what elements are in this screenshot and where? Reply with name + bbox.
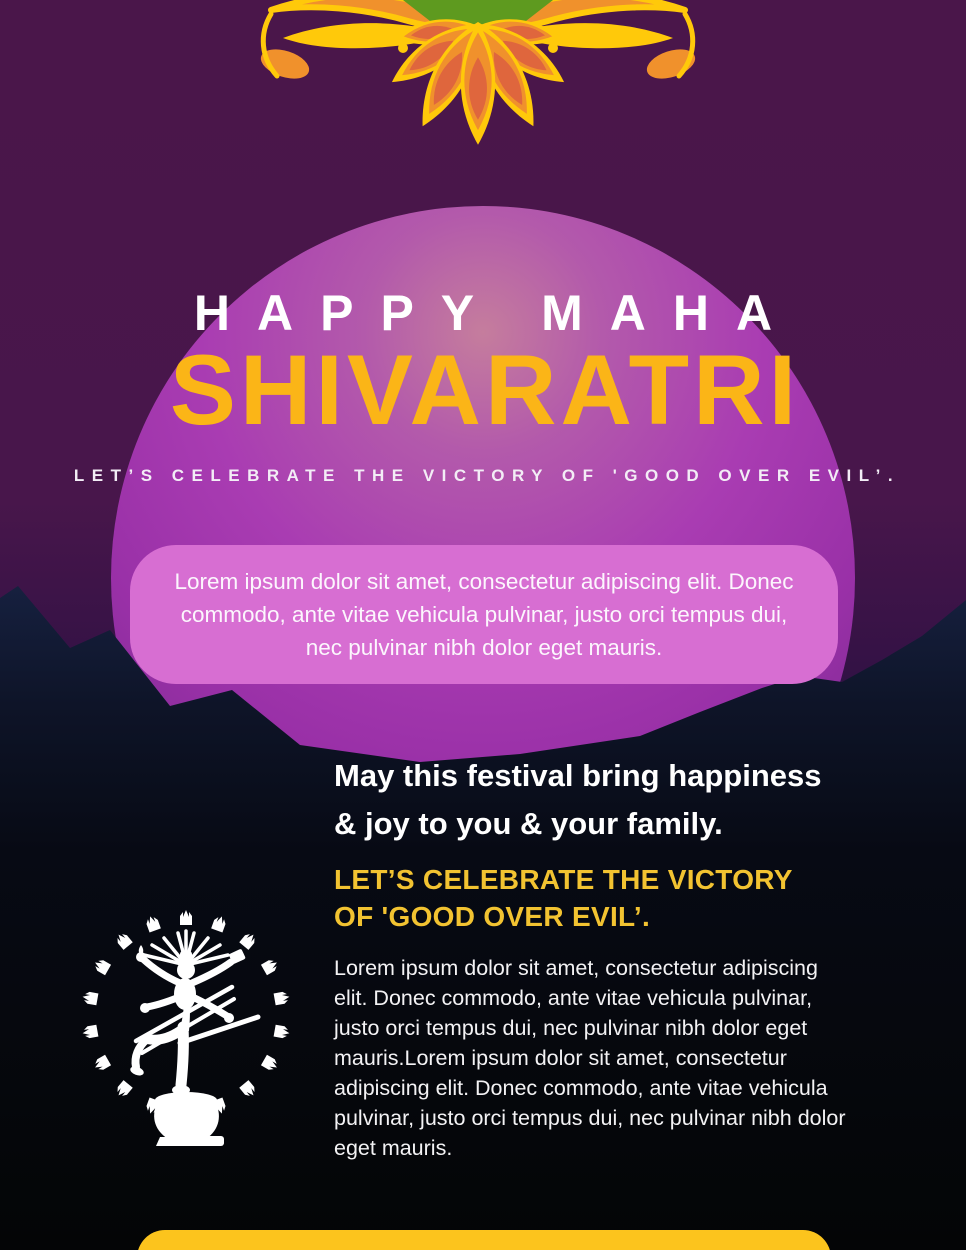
subheading-line-2: OF 'GOOD OVER EVIL’. (334, 901, 651, 932)
nataraja-icon (80, 893, 292, 1148)
heading-line-2: & joy to you & your family. (334, 805, 723, 841)
title-line1: HAPPY MAHA (193, 285, 800, 341)
intro-card (130, 545, 838, 684)
subheading-line-1: LET’S CELEBRATE THE VICTORY (334, 864, 793, 895)
message-heading (334, 752, 879, 847)
message-body: Lorem ipsum dolor sit amet, consectetur adipiscing elit. Donec commodo, ante vitae vehicula pulvinar, justo orci tempus dui, nec pulvinar nibh dolor eget mauris.Lorem ipsum dolor sit amet, consectetur adipiscing elit. Donec commodo, ante vitae vehicula pulvinar, justo orci tempus dui, nec pulvinar nibh dolor eget mauris. (334, 956, 846, 1160)
bottom-banner (137, 1230, 831, 1250)
intro-card-text: Lorem ipsum dolor sit amet, consectetur adipiscing elit. Donec commodo, ante vitae vehicula pulvinar, justo orci tempus dui, nec pulvinar nibh dolor eget mauris. (174, 569, 794, 660)
hero-section (0, 285, 966, 486)
title-line2: SHIVARATRI (169, 334, 801, 445)
message-subheading (334, 861, 879, 935)
heading-line-1: May this festival bring happiness (334, 758, 822, 793)
message-section (334, 752, 879, 1163)
hero-tagline: LET’S CELEBRATE THE VICTORY OF 'GOOD OVER EVIL’. (73, 466, 901, 485)
lotus-ornament-icon (243, 0, 713, 150)
